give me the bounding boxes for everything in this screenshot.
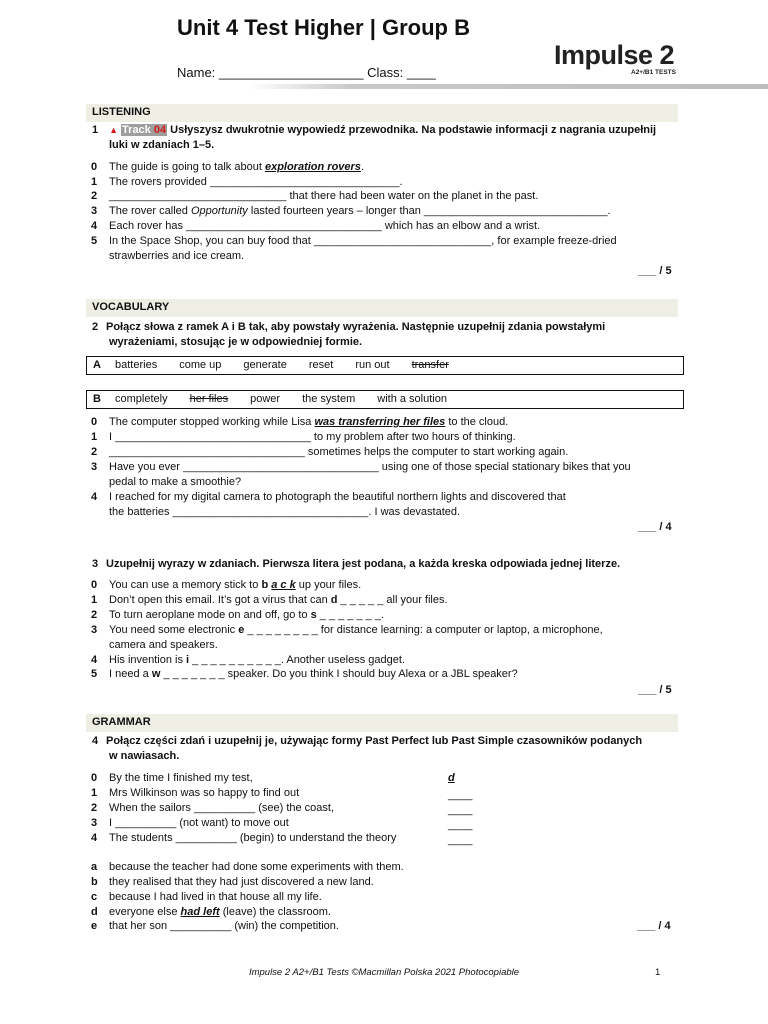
list-item	[91, 415, 681, 430]
list-item	[91, 490, 681, 505]
item-text: The rover called	[109, 205, 191, 217]
track-word: Track	[122, 124, 151, 136]
item-number: 0	[91, 416, 98, 428]
list-item	[91, 905, 681, 920]
item-text: You need some electronic	[109, 624, 239, 636]
first-letter: s	[310, 609, 317, 621]
item-text: lasted fourteen years – longer than ______________________________.	[247, 205, 611, 217]
item-text: because the teacher had done some experiments with them.	[109, 861, 404, 873]
item-number: 5	[91, 235, 98, 247]
list-item	[91, 816, 681, 831]
item-continuation: pedal to make a smoothie?	[109, 476, 242, 488]
instruction-line-1: Połącz słowa z ramek A i B tak, aby powstały wyrażenia. Następnie uzupełnij zdania powstałymi	[106, 321, 606, 333]
answer-slot: ____	[448, 804, 473, 816]
item-text: To turn aeroplane mode on and off, go to	[109, 609, 311, 621]
score-box: ___ / 4	[638, 521, 672, 533]
item-text: Mrs Wilkinson was so happy to find out	[109, 787, 300, 799]
item-text: Each rover has ________________________________ which has an elbow and a wrist.	[109, 220, 541, 232]
item-text: _ _ _ _ _ _ _ speaker. Do you think I should buy Alexa or a JBL speaker?	[160, 668, 518, 680]
score-box: ___ / 4	[637, 920, 671, 932]
first-letter: d	[330, 594, 338, 606]
item-letter: a	[91, 861, 98, 873]
rover-name: Opportunity	[190, 205, 248, 217]
item-text: Have you ever ________________________________ using one of those special stationary bikes that you	[109, 461, 631, 473]
item-number: 3	[91, 461, 98, 473]
item-text: His invention is	[109, 654, 187, 666]
instruction-line-1: Usłyszysz dwukrotnie wypowiedź przewodnika. Na podstawie informacji z nagrania uzupełnij	[170, 124, 657, 136]
item-number: 1	[91, 787, 98, 799]
answer-slot: d	[448, 772, 455, 784]
example-answer: a c k	[271, 579, 296, 591]
exercise-number: 2	[92, 321, 99, 333]
word-used: her files	[189, 393, 229, 405]
word: reset	[308, 359, 334, 371]
item-text: to the cloud.	[445, 416, 509, 428]
item-number: 2	[91, 190, 98, 202]
item-text: they realised that they had just discovered a new land.	[109, 876, 374, 888]
instruction-line-2: w nawiasach.	[109, 750, 180, 762]
item-text: _____________________________ that there had been water on the planet in the past.	[109, 190, 539, 202]
word: generate	[243, 359, 287, 371]
graduation-cap-icon: ▲	[109, 125, 118, 135]
item-number: 3	[91, 624, 98, 636]
item-number: 1	[91, 594, 98, 606]
item-number: 4	[91, 654, 98, 666]
track-number: 04	[153, 124, 167, 136]
list-item	[91, 919, 681, 934]
answer-slot: ____	[448, 789, 473, 801]
page-number: 1	[655, 967, 661, 978]
first-letter: b	[261, 579, 269, 591]
list-item	[91, 593, 681, 608]
list-item	[91, 831, 681, 846]
list-item	[91, 189, 681, 204]
item-text: You can use a memory stick to	[109, 579, 262, 591]
word: power	[250, 393, 281, 405]
item-text: The guide is going to talk about	[109, 161, 265, 173]
list-item	[91, 204, 681, 219]
item-text: ________________________________ sometimes helps the computer to start working again.	[109, 446, 569, 458]
item-letter: b	[91, 876, 98, 888]
word: run out	[355, 359, 390, 371]
instruction-line-2: wyrażeniami, stosując je w odpowiedniej formie.	[109, 336, 363, 348]
item-number: 0	[91, 579, 98, 591]
item-text: I reached for my digital camera to photograph the beautiful northern lights and discovered that	[109, 491, 566, 503]
item-number: 5	[91, 668, 98, 680]
grammar-heading: GRAMMAR	[86, 714, 678, 732]
item-text: The students __________ (begin) to understand the theory	[109, 832, 397, 844]
list-item	[91, 460, 681, 475]
item-text: _ _ _ _ _ _ _ _ _ _. Another useless gadget.	[189, 654, 405, 666]
item-number: 1	[91, 176, 98, 188]
item-text: The computer stopped working while Lisa	[109, 416, 315, 428]
word: come up	[179, 359, 222, 371]
exercise-3-instruction	[86, 557, 678, 572]
list-item	[91, 578, 681, 593]
example-answer: was transferring her files	[314, 416, 446, 428]
list-item	[91, 860, 681, 875]
first-letter: i	[186, 654, 190, 666]
item-number: 4	[91, 220, 98, 232]
item-letter: d	[91, 906, 98, 918]
list-item	[91, 430, 681, 445]
item-text: When the sailors __________ (see) the coast,	[109, 802, 335, 814]
item-number: 1	[91, 431, 98, 443]
item-text: I need a	[109, 668, 152, 680]
item-text: I __________ (not want) to move out	[109, 817, 289, 829]
item-number: 4	[91, 491, 98, 503]
word: the system	[302, 393, 356, 405]
header-divider	[248, 84, 768, 89]
grammar-instruction	[86, 734, 678, 764]
item-continuation: camera and speakers.	[109, 639, 218, 651]
box-label: A	[93, 359, 101, 371]
word: with a solution	[377, 393, 447, 405]
item-number: 4	[91, 832, 98, 844]
item-text: By the time I finished my test,	[109, 772, 253, 784]
answer-slot: ____	[448, 819, 473, 831]
item-number: 0	[91, 161, 98, 173]
exercise-number: 4	[92, 735, 99, 747]
item-number: 2	[91, 802, 98, 814]
score-box: ___ / 5	[638, 684, 672, 696]
impulse-logo: Impulse 2	[554, 40, 675, 70]
word: completely	[115, 393, 168, 405]
word-box-a	[86, 356, 684, 375]
item-continuation: strawberries and ice cream.	[109, 250, 245, 262]
list-item	[91, 623, 681, 638]
first-letter: e	[238, 624, 245, 636]
item-number: 0	[91, 772, 98, 784]
list-item	[91, 890, 681, 905]
list-item	[91, 653, 681, 668]
instruction-line-1: Uzupełnij wyrazy w zdaniach. Pierwsza litera jest podana, a każda kreska odpowiada jednej literze.	[106, 558, 621, 570]
instruction-line-2: luki w zdaniach 1–5.	[109, 139, 215, 151]
list-item	[91, 219, 681, 234]
item-text: I ________________________________ to my problem after two hours of thinking.	[109, 431, 516, 443]
instruction-line-1: Połącz części zdań i uzupełnij je, używając formy Past Perfect lub Past Simple czasowników podanych	[106, 735, 643, 747]
vocabulary-instruction	[86, 320, 678, 350]
item-letter: e	[91, 920, 98, 932]
list-item	[91, 786, 681, 801]
answer-slot: ____	[448, 834, 473, 846]
item-text: Don’t open this email. It’s got a virus that can	[109, 594, 331, 606]
item-text: (leave) the classroom.	[219, 906, 331, 918]
score-box: ___ / 5	[638, 265, 672, 277]
list-item	[91, 160, 681, 175]
example-answer: exploration rovers	[264, 161, 361, 173]
list-item	[91, 175, 681, 190]
listening-heading: LISTENING	[86, 104, 678, 122]
item-number: 2	[91, 609, 98, 621]
list-item	[91, 608, 681, 623]
page-footer: Impulse 2 A2+/B1 Tests ©Macmillan Polska 2021 Photocopiable	[248, 967, 520, 978]
item-text: The rovers provided _______________________________.	[109, 176, 403, 188]
list-item	[91, 445, 681, 460]
item-text: In the Space Shop, you can buy food that _____________________________, for example freeze-dried	[109, 235, 617, 247]
item-continuation: the batteries ________________________________. I was devastated.	[109, 506, 461, 518]
word-used: transfer	[411, 359, 449, 371]
item-text: that her son __________ (win) the competition.	[109, 920, 339, 932]
item-letter: c	[91, 891, 98, 903]
item-number: 3	[91, 205, 98, 217]
item-text: because I had lived in that house all my life.	[109, 891, 322, 903]
list-item	[91, 875, 681, 890]
list-item	[91, 667, 681, 682]
example-answer: had left	[180, 906, 220, 918]
list-item	[91, 771, 681, 786]
word: batteries	[115, 359, 158, 371]
item-text: _ _ _ _ _ _ _.	[316, 609, 385, 621]
item-number: 2	[91, 446, 98, 458]
exercise-number: 1	[92, 124, 99, 136]
item-number: 3	[91, 817, 98, 829]
word-box-b	[86, 390, 684, 409]
item-text: _ _ _ _ _ all your files.	[337, 594, 448, 606]
logo-subtitle: A2+/B1 TESTS	[631, 69, 676, 76]
item-text: up your files.	[295, 579, 362, 591]
name-class-line: Name: ____________________ Class: ____	[177, 65, 436, 80]
list-item	[91, 801, 681, 816]
page-title: Unit 4 Test Higher | Group B	[177, 15, 470, 40]
vocabulary-heading: VOCABULARY	[86, 299, 678, 317]
box-label: B	[93, 393, 101, 405]
track-badge	[121, 124, 167, 136]
list-item	[91, 234, 681, 249]
exercise-number: 3	[92, 558, 99, 570]
item-text: .	[360, 161, 364, 173]
listening-instruction	[86, 123, 678, 153]
first-letter: w	[151, 668, 161, 680]
item-text: everyone else	[109, 906, 181, 918]
item-text: _ _ _ _ _ _ _ _ for distance learning: a computer or laptop, a microphone,	[244, 624, 603, 636]
